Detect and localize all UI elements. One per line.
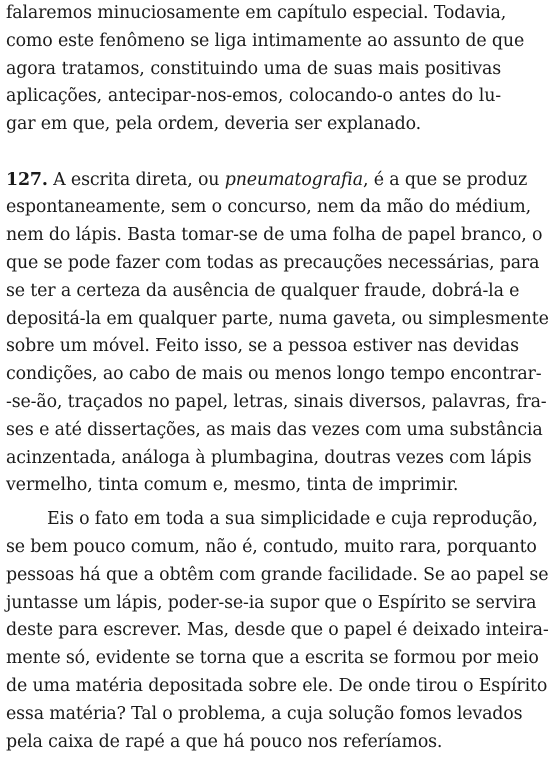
text-line: Eis o fato em toda a sua simplicidade e cuja reprodução, xyxy=(47,509,538,530)
text-line: deste para escrever. Mas, desde que o papel é deixado inteira- xyxy=(6,620,549,641)
text-line: depositá-la em qualquer parte, numa gaveta, ou simplesmente xyxy=(6,308,549,329)
paragraph-intro xyxy=(6,0,525,139)
paragraph-gap xyxy=(6,139,501,167)
text-line: pessoas há que a obtêm com grande facilidade. Se ao papel se xyxy=(6,564,549,585)
paragraph-fact xyxy=(6,506,549,756)
text-line: agora tratamos, constituindo uma de suas mais positivas xyxy=(6,58,501,79)
text-line: vermelho, tinta comum e, mesmo, tinta de imprimir. xyxy=(6,475,459,496)
text-line: como este fenômeno se liga intimamente ao assunto de que xyxy=(6,30,525,51)
paragraph-127 xyxy=(6,167,549,501)
text-line: que se pode fazer com todas as precauções necessárias, para xyxy=(6,252,540,273)
text-line: essa matéria? Tal o problema, a cuja solução fomos levados xyxy=(6,703,523,724)
text-line: ses e até dissertações, as mais das vezes com uma substância xyxy=(6,419,543,440)
text-line: espontaneamente, sem o concurso, nem da mão do médium, xyxy=(6,197,532,218)
section-number: 127. xyxy=(6,169,48,190)
text-line: -se-ão, traçados no papel, letras, sinais diversos, palavras, fra- xyxy=(6,391,547,412)
text-line: juntasse um lápis, poder-se-ia supor que o Espírito se servira xyxy=(6,592,537,613)
text-line: aplicações, antecipar-nos-emos, colocando-o antes do lu- xyxy=(6,86,501,107)
italic-term: pneumatografia xyxy=(224,169,363,190)
text-line: condições, ao cabo de mais ou menos longo tempo encontrar- xyxy=(6,364,542,385)
text-line: se ter a certeza da ausência de qualquer fraude, dobrá-la e xyxy=(6,280,520,301)
text-line: falaremos minuciosamente em capítulo especial. Todavia, xyxy=(6,3,507,23)
text-run: A escrita direta, ou xyxy=(47,169,225,190)
text-line-first xyxy=(6,167,528,195)
text-line: se bem pouco comum, não é, contudo, muito rara, porquanto xyxy=(6,536,537,557)
text-run: , é a que se produz xyxy=(362,169,528,190)
text-line: gar em que, pela ordem, deveria ser explanado. xyxy=(6,114,421,135)
text-line: pela caixa de rapé a que há pouco nos referíamos. xyxy=(6,731,443,752)
text-line: sobre um móvel. Feito isso, se a pessoa estiver nas devidas xyxy=(6,336,519,357)
text-line: de uma matéria depositada sobre ele. De onde tirou o Espírito xyxy=(6,675,548,696)
text-line: acinzentada, análoga à plumbagina, doutras vezes com lápis xyxy=(6,447,532,468)
text-line: nem do lápis. Basta tomar-se de uma folha de papel branco, o xyxy=(6,225,543,246)
text-line: mente só, evidente se torna que a escrita se formou por meio xyxy=(6,648,539,669)
document-page xyxy=(6,0,549,756)
